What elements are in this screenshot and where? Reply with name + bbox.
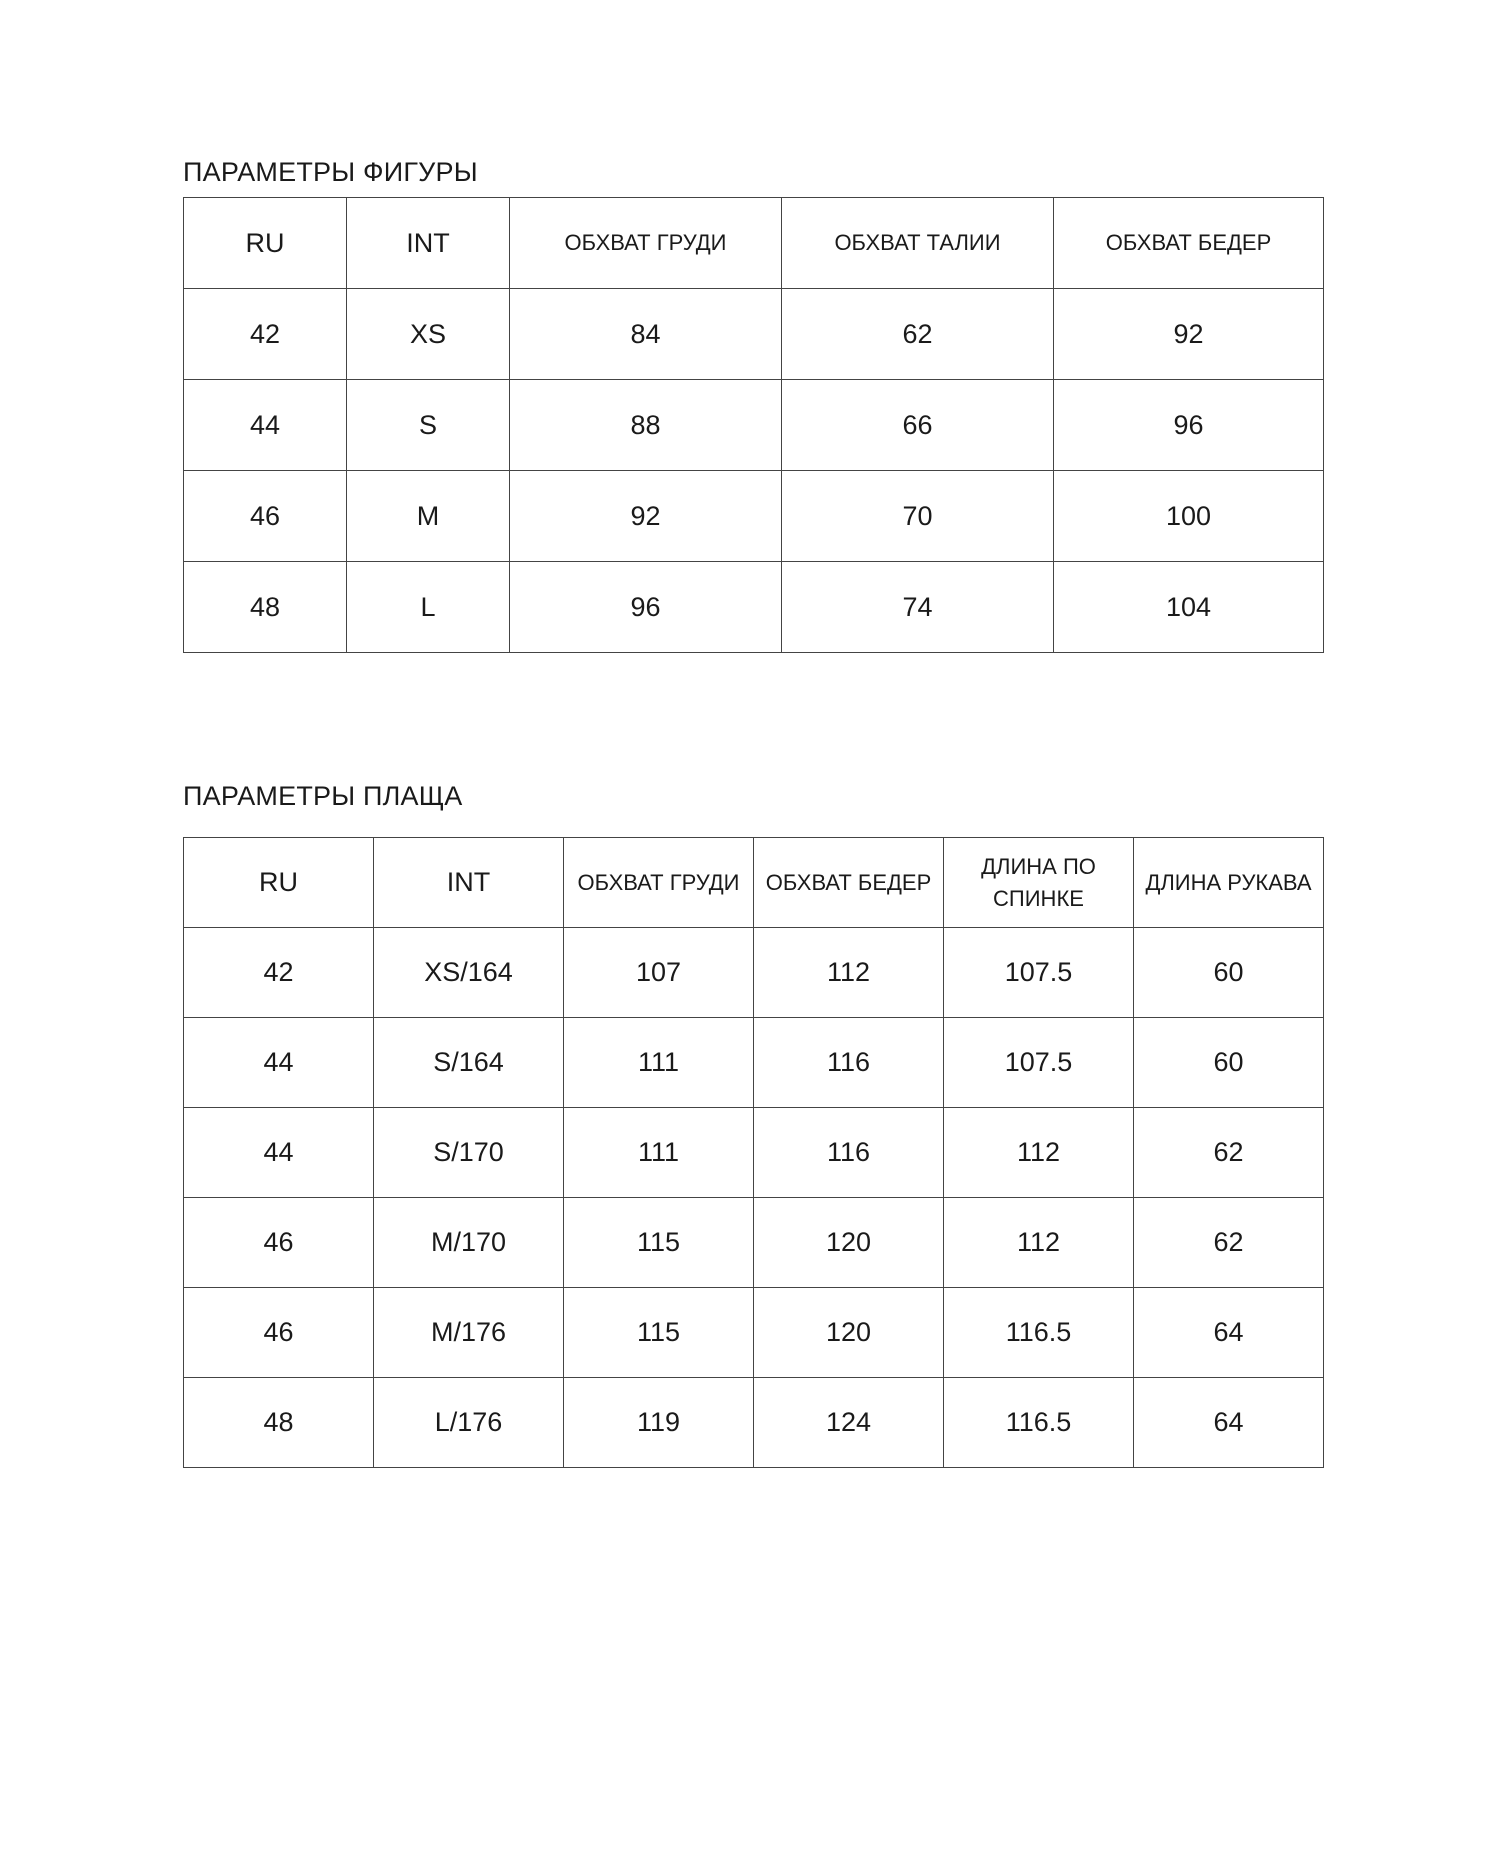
- table-cell: 44: [184, 1108, 374, 1198]
- table-row: [184, 380, 1324, 471]
- table-cell: 62: [782, 289, 1054, 380]
- table-cell: S/164: [374, 1018, 564, 1108]
- table-cell: 44: [184, 380, 347, 471]
- table-cell: XS: [347, 289, 510, 380]
- header-cell: ОБХВАТ ГРУДИ: [564, 838, 754, 928]
- table-cell: 112: [944, 1108, 1134, 1198]
- table-cell: 107.5: [944, 928, 1134, 1018]
- table-cell: 66: [782, 380, 1054, 471]
- table-cell: 116.5: [944, 1378, 1134, 1468]
- header-cell: ОБХВАТ БЕДЕР: [1054, 198, 1324, 289]
- table-cell: 64: [1134, 1288, 1324, 1378]
- table-cell: 96: [510, 562, 782, 653]
- table-cell: 119: [564, 1378, 754, 1468]
- table-cell: 92: [510, 471, 782, 562]
- table-cell: 46: [184, 1288, 374, 1378]
- table-cell: 116: [754, 1108, 944, 1198]
- table-cell: 60: [1134, 1018, 1324, 1108]
- table-cell: 107.5: [944, 1018, 1134, 1108]
- table-row: [184, 1018, 1324, 1108]
- table-row: [184, 471, 1324, 562]
- figure-params-title: ПАРАМЕТРЫ ФИГУРЫ: [183, 157, 478, 187]
- table-cell: 120: [754, 1288, 944, 1378]
- table-cell: 115: [564, 1288, 754, 1378]
- table-cell: 120: [754, 1198, 944, 1288]
- table-cell: 96: [1054, 380, 1324, 471]
- table-row: [184, 289, 1324, 380]
- table-cell: 42: [184, 289, 347, 380]
- header-cell: INT: [374, 838, 564, 928]
- table-cell: 88: [510, 380, 782, 471]
- table-cell: M/176: [374, 1288, 564, 1378]
- table-cell: 74: [782, 562, 1054, 653]
- table-cell: 111: [564, 1108, 754, 1198]
- table-cell: 70: [782, 471, 1054, 562]
- table-cell: 112: [754, 928, 944, 1018]
- cloak-params-title: ПАРАМЕТРЫ ПЛАЩА: [183, 781, 463, 811]
- figure-params-table: [183, 197, 1324, 653]
- table-row: [184, 1198, 1324, 1288]
- header-cell: RU: [184, 838, 374, 928]
- header-cell: ДЛИНА ПО СПИНКЕ: [944, 838, 1134, 928]
- table-cell: 100: [1054, 471, 1324, 562]
- table-header-row: [184, 198, 1324, 289]
- table-cell: 84: [510, 289, 782, 380]
- cloak-params-table: [183, 837, 1324, 1468]
- table-cell: XS/164: [374, 928, 564, 1018]
- table-cell: 46: [184, 471, 347, 562]
- table-cell: 124: [754, 1378, 944, 1468]
- table-cell: 60: [1134, 928, 1324, 1018]
- table-cell: 112: [944, 1198, 1134, 1288]
- table-cell: 116: [754, 1018, 944, 1108]
- header-cell: ОБХВАТ БЕДЕР: [754, 838, 944, 928]
- table-cell: 104: [1054, 562, 1324, 653]
- header-cell: RU: [184, 198, 347, 289]
- table-row: [184, 928, 1324, 1018]
- table-row: [184, 1108, 1324, 1198]
- table-cell: 64: [1134, 1378, 1324, 1468]
- header-cell: ОБХВАТ ТАЛИИ: [782, 198, 1054, 289]
- table-cell: 92: [1054, 289, 1324, 380]
- table-cell: 44: [184, 1018, 374, 1108]
- table-cell: 48: [184, 1378, 374, 1468]
- table-cell: 115: [564, 1198, 754, 1288]
- table-cell: S: [347, 380, 510, 471]
- table-cell: 62: [1134, 1198, 1324, 1288]
- header-cell: INT: [347, 198, 510, 289]
- table-cell: 42: [184, 928, 374, 1018]
- table-header-row: [184, 838, 1324, 928]
- table-cell: L/176: [374, 1378, 564, 1468]
- table-row: [184, 562, 1324, 653]
- table-cell: M: [347, 471, 510, 562]
- header-cell: ОБХВАТ ГРУДИ: [510, 198, 782, 289]
- table-cell: 62: [1134, 1108, 1324, 1198]
- table-cell: L: [347, 562, 510, 653]
- table-cell: 46: [184, 1198, 374, 1288]
- table-cell: 111: [564, 1018, 754, 1108]
- table-cell: 116.5: [944, 1288, 1134, 1378]
- table-row: [184, 1378, 1324, 1468]
- table-row: [184, 1288, 1324, 1378]
- table-cell: M/170: [374, 1198, 564, 1288]
- table-cell: S/170: [374, 1108, 564, 1198]
- table-cell: 48: [184, 562, 347, 653]
- header-cell: ДЛИНА РУКАВА: [1134, 838, 1324, 928]
- table-cell: 107: [564, 928, 754, 1018]
